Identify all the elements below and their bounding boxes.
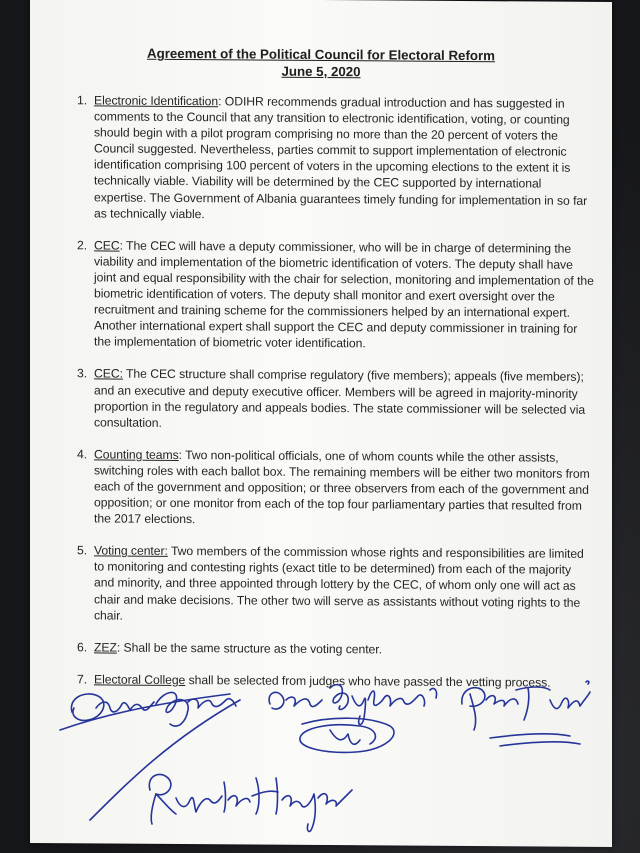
item-heading: CEC bbox=[94, 238, 120, 253]
item-body: shall be selected from judges who have passed the vetting process. bbox=[185, 672, 551, 690]
item-heading: Electronic Identification bbox=[94, 93, 219, 109]
list-item bbox=[77, 237, 594, 353]
item-body: The CEC will have a deputy commissioner, who will be in charge of determining the viability and implementation of the biometric identification of voters. The deputy shall have joint and equal responsibility with the chair for selection, monitoring and implementation of the biometric identification of voters. The deputy shall monitor and exert oversight over the recruitment and training scheme for the commissioners helped by an international expert. Another international expert shall support the CEC and deputy commissioner in training for the implementation of biometric voter identification. bbox=[94, 238, 594, 351]
item-text bbox=[94, 237, 594, 353]
item-heading: CEC: bbox=[94, 366, 123, 382]
signature-4 bbox=[149, 774, 352, 831]
document-title: Agreement of the Political Council for Electoral Reform bbox=[147, 45, 495, 64]
list-item bbox=[77, 446, 594, 530]
signatures-svg bbox=[30, 660, 612, 850]
item-number: 5. bbox=[77, 543, 88, 558]
document-date: June 5, 2020 bbox=[281, 63, 361, 80]
item-heading: Electoral College bbox=[94, 672, 186, 687]
item-text bbox=[94, 92, 594, 224]
item-text bbox=[94, 639, 594, 659]
title-block bbox=[30, 44, 612, 82]
item-number: 4. bbox=[77, 447, 88, 462]
item-separator: : bbox=[218, 94, 222, 109]
item-number: 3. bbox=[77, 366, 88, 381]
list-item bbox=[77, 639, 594, 659]
item-text bbox=[94, 543, 594, 627]
signature-2 bbox=[269, 685, 436, 753]
item-body: Two non-political officials, one of whom counts while the other assists, switching roles with each ballot box. The remaining members will be either two monitors from each of the government and opposition; or three observers from each of the government and opposition; or one monitor from each of the top four parliamentary parties that resulted from the 2017 elections. bbox=[94, 447, 590, 527]
list-item bbox=[77, 92, 594, 224]
list-item bbox=[77, 543, 594, 627]
item-body: The CEC structure shall comprise regulatory (five members); appeals (five members); and an executive and deputy executive officer. Members will be agreed in majority-minority proportion in the regulatory and appeals bodies. The state commissioner will be selected via consultation. bbox=[94, 367, 586, 430]
item-text bbox=[94, 446, 594, 530]
item-number: 2. bbox=[77, 238, 88, 253]
item-heading: Counting teams bbox=[94, 447, 179, 462]
signature-1 bbox=[60, 692, 240, 820]
list-item bbox=[77, 366, 594, 434]
signatures-area bbox=[30, 660, 612, 850]
item-separator: : bbox=[116, 640, 121, 655]
item-heading: ZEZ bbox=[94, 640, 117, 655]
item-body: Two members of the commission whose rights and responsibilities are limited to monitoring and contesting rights (exact title to be determined) from each of the majority and minority, and three appointed through lottery by the CEC, of whom only one will act as chair and make decisions. The other two will serve as assistants without voting rights to the chair. bbox=[94, 544, 584, 623]
item-number: 7. bbox=[77, 672, 88, 687]
item-text bbox=[94, 366, 594, 434]
item-body: ODIHR recommends gradual introduction and has suggested in comments to the Council that any transition to electronic identification, voting, or counting should begin with a pilot program comprising no more than the 20 percent of voters the Council suggested. Nevertheless, parties commit to support implementation of electronic identification comprising 100 percent of voters in the upcoming elections to the extent it is technically viable. Viability will be determined by the CEC supported by international expertise. The Government of Albania guarantees timely funding for implementation in so far as technically viable. bbox=[94, 94, 588, 221]
item-heading: Voting center: bbox=[94, 543, 168, 559]
item-number: 6. bbox=[77, 640, 88, 655]
item-separator: : bbox=[178, 447, 183, 462]
item-number: 1. bbox=[77, 93, 88, 108]
item-body: Shall be the same structure as the voting center. bbox=[120, 640, 382, 657]
item-separator: : bbox=[119, 238, 123, 253]
signature-3 bbox=[462, 681, 590, 746]
agreement-list bbox=[77, 92, 594, 690]
